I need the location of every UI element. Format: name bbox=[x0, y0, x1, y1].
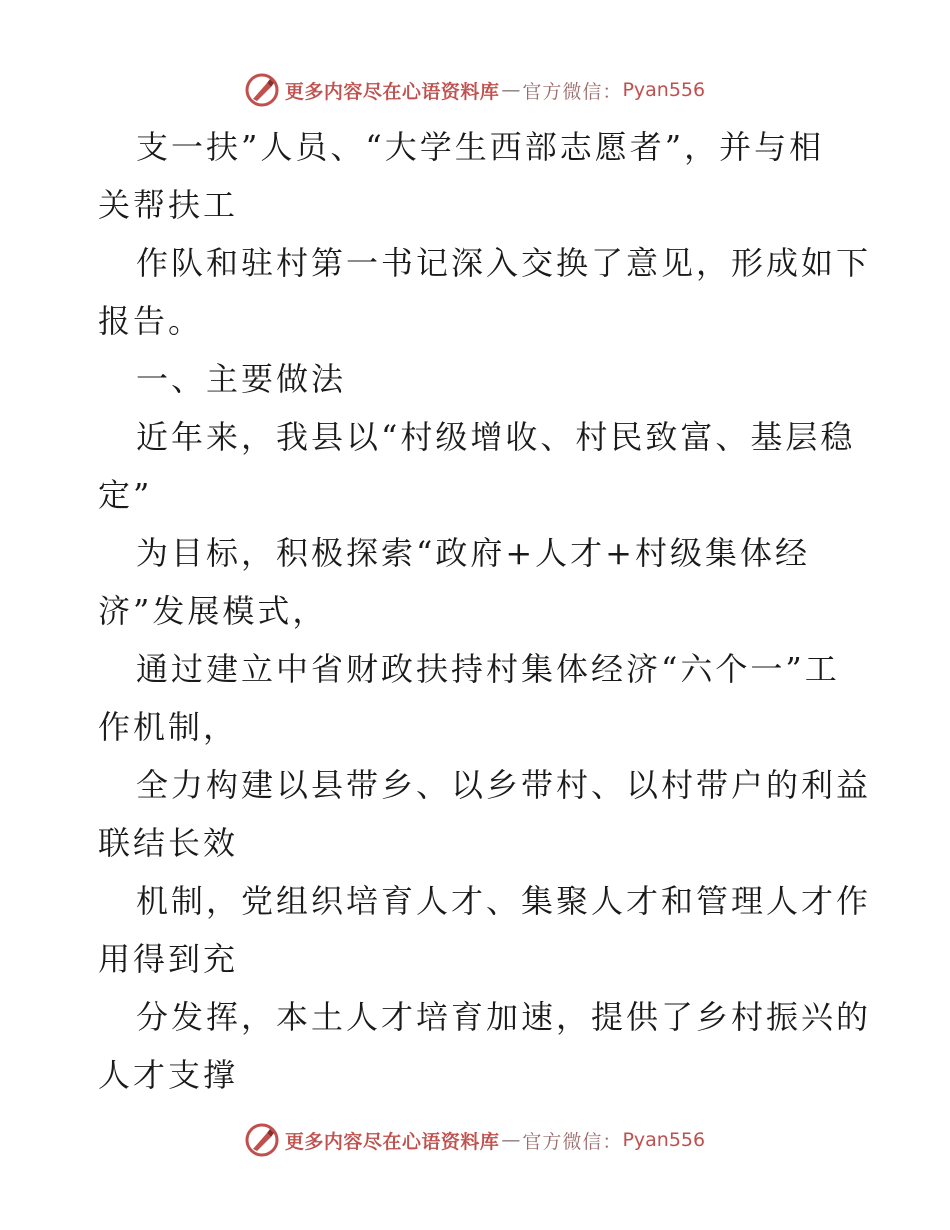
text-line: 定” bbox=[98, 476, 153, 514]
text-line: 关帮扶工 bbox=[98, 186, 239, 224]
text-line: 作队和驻村第一书记深入交换了意见，形成如下 bbox=[136, 244, 872, 282]
text-line: 机制，党组织培育人才、集聚人才和管理人才作 bbox=[136, 882, 872, 920]
header-watermark bbox=[0, 70, 950, 110]
watermark-wechat-label: 官方微信： bbox=[522, 80, 623, 103]
text-line: 人才支撑 bbox=[98, 1056, 239, 1094]
text-line: 联结长效 bbox=[98, 824, 239, 862]
text-line: 分发挥，本土人才培育加速，提供了乡村振兴的 bbox=[136, 998, 872, 1036]
watermark-dash: — bbox=[501, 1129, 521, 1151]
text-line: 一、主要做法 bbox=[136, 360, 347, 398]
text-line: 作机制， bbox=[98, 708, 239, 746]
watermark-wechat-label: 官方微信： bbox=[522, 1130, 623, 1153]
footer-watermark bbox=[0, 1120, 950, 1160]
text-line: 全力构建以县带乡、以乡带村、以村带户的利益 bbox=[136, 766, 872, 804]
watermark-wechat-id: Pyan556 bbox=[622, 1129, 706, 1151]
document-body bbox=[98, 118, 872, 1104]
text-line: 济”发展模式， bbox=[98, 592, 328, 630]
watermark-main-text: 更多内容尽在心语资料库 bbox=[284, 1130, 500, 1153]
text-line: 报告。 bbox=[98, 302, 204, 340]
text-line: 近年来，我县以“村级增收、村民致富、基层稳 bbox=[136, 418, 856, 456]
pen-logo-icon bbox=[245, 1123, 279, 1157]
watermark-main-text: 更多内容尽在心语资料库 bbox=[284, 80, 500, 103]
text-line: 用得到充 bbox=[98, 940, 239, 978]
text-line: 通过建立中省财政扶持村集体经济“六个一”工 bbox=[136, 650, 840, 688]
text-line: 为目标，积极探索“政府+人才+村级集体经 bbox=[136, 534, 810, 572]
watermark-wechat-id: Pyan556 bbox=[622, 79, 706, 101]
pen-logo-icon bbox=[245, 73, 279, 107]
text-line: 支一扶”人员、“大学生西部志愿者”，并与相 bbox=[136, 128, 825, 166]
watermark-dash: — bbox=[501, 79, 521, 101]
